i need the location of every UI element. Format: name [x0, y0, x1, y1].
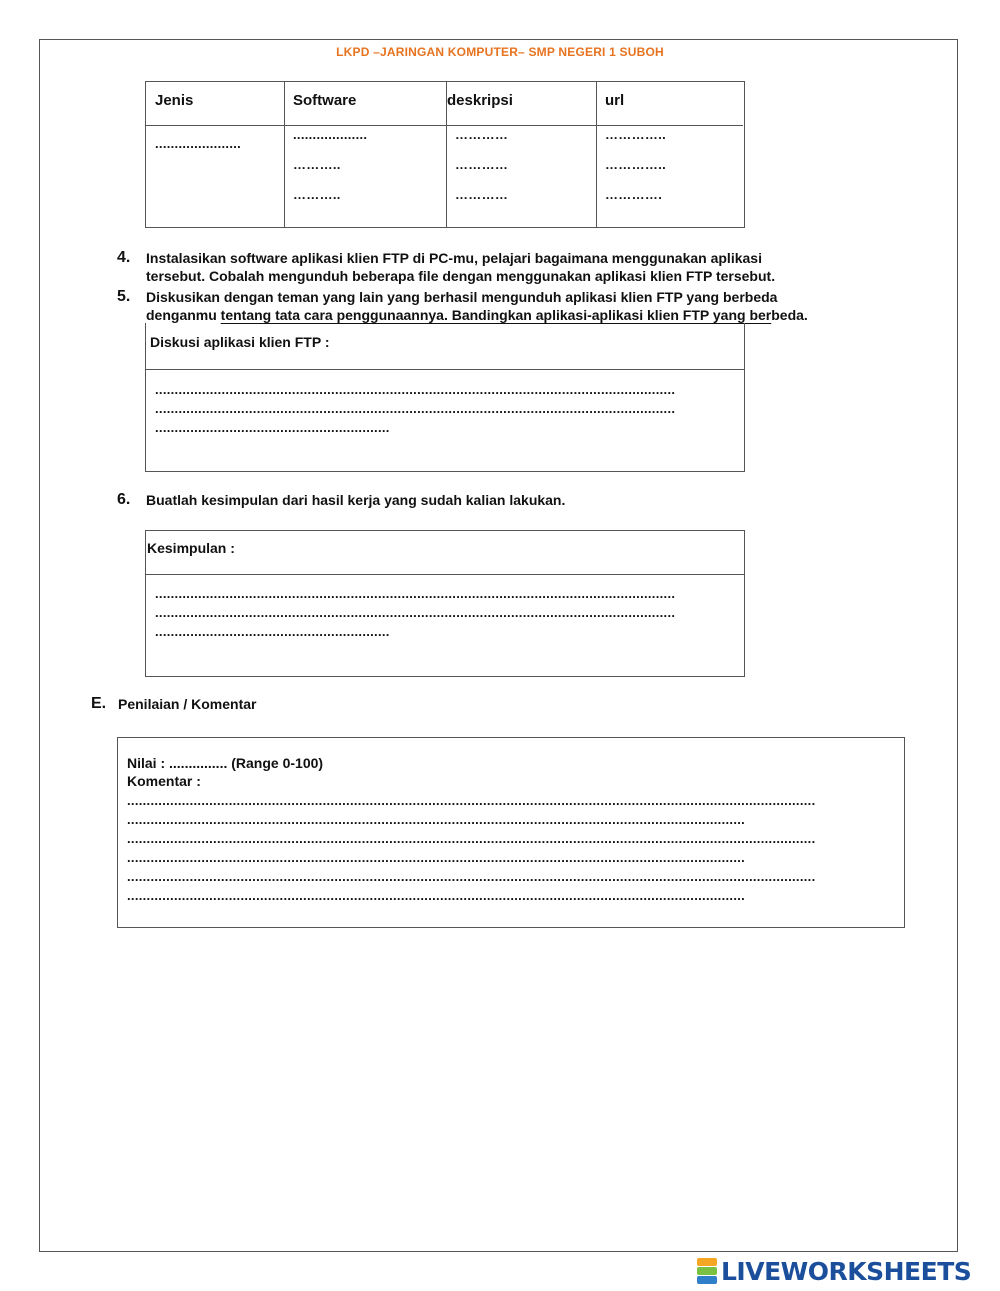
- table-cell-deskripsi[interactable]: …………: [455, 157, 509, 172]
- table-cell-software[interactable]: ...................: [293, 127, 368, 142]
- table-header-url: url: [605, 92, 625, 109]
- box-border: [145, 530, 745, 677]
- table-col-divider: [284, 81, 285, 228]
- section-title: Penilaian / Komentar: [118, 696, 257, 712]
- box-border-left: [145, 323, 146, 472]
- table-cell-software[interactable]: ………..: [293, 157, 341, 172]
- logo-block-v: [697, 1267, 717, 1275]
- table-header-software: Software: [293, 92, 357, 109]
- diskusi-label: Diskusi aplikasi klien FTP :: [150, 334, 330, 350]
- komentar-line[interactable]: ................................................................................................................................................................................: [127, 869, 816, 884]
- table-border: [145, 81, 745, 228]
- section-letter: E.: [91, 695, 107, 712]
- table-cell-deskripsi[interactable]: …………: [455, 187, 509, 202]
- item6-text: Buatlah kesimpulan dari hasil kerja yang sudah kalian lakukan.: [146, 492, 566, 508]
- table-cell-url[interactable]: …………..: [605, 157, 667, 172]
- item4-line2: tersebut. Cobalah mengunduh beberapa file dengan menggunakan aplikasi klien FTP tersebut.: [146, 268, 776, 284]
- kesimpulan-answer-line[interactable]: .....................................................................................................................................: [155, 605, 676, 620]
- diskusi-answer-line[interactable]: .....................................................................................................................................: [155, 401, 676, 416]
- table-header-deskripsi: deskripsi: [447, 92, 513, 109]
- liveworksheets-logo: [697, 1257, 971, 1285]
- item5-line2-tail: beda.: [771, 307, 808, 323]
- table-cell-deskripsi[interactable]: …………: [455, 127, 509, 142]
- nilai-field[interactable]: Nilai : ............... (Range 0-100): [127, 755, 324, 771]
- logo-mark-icon: [697, 1258, 717, 1284]
- table-cell-url[interactable]: ………….: [605, 187, 663, 202]
- item-number: 4.: [117, 249, 131, 266]
- item-number: 5.: [117, 288, 131, 305]
- box-border-bottom: [145, 471, 745, 472]
- diskusi-answer-line[interactable]: .....................................................................................................................................: [155, 382, 676, 397]
- logo-text: LIVEWORKSHEETS: [721, 1256, 972, 1286]
- kesimpulan-label: Kesimpulan :: [147, 540, 235, 556]
- item5-line2-plain: denganmu: [146, 307, 221, 323]
- komentar-line[interactable]: ..............................................................................................................................................................: [127, 812, 746, 827]
- komentar-line[interactable]: ................................................................................................................................................................................: [127, 793, 816, 808]
- table-cell-jenis[interactable]: ......................: [155, 136, 242, 151]
- logo-block-l: [697, 1258, 717, 1266]
- komentar-line[interactable]: ..............................................................................................................................................................: [127, 850, 746, 865]
- table-header-jenis: Jenis: [155, 92, 194, 109]
- table-header-divider: [145, 125, 743, 126]
- table-cell-software[interactable]: ………..: [293, 187, 341, 202]
- box-border-right: [744, 323, 745, 472]
- item5-line1: Diskusikan dengan teman yang lain yang berhasil mengunduh aplikasi klien FTP yang berbeda: [146, 289, 778, 305]
- item-number: 6.: [117, 491, 131, 508]
- diskusi-answer-line[interactable]: ............................................................: [155, 420, 390, 435]
- table-cell-url[interactable]: …………..: [605, 127, 667, 142]
- kesimpulan-answer-line[interactable]: .....................................................................................................................................: [155, 586, 676, 601]
- kesimpulan-answer-line[interactable]: ............................................................: [155, 624, 390, 639]
- table-col-divider: [596, 81, 597, 228]
- komentar-line[interactable]: ................................................................................................................................................................................: [127, 831, 816, 846]
- komentar-label: Komentar :: [127, 773, 201, 789]
- box-divider: [145, 369, 745, 370]
- item5-line2-underlined: tentang tata cara penggunaannya. Bandingkan aplikasi-aplikasi klien FTP yang ber: [220, 307, 772, 323]
- item4-line1: Instalasikan software aplikasi klien FTP di PC-mu, pelajari bagaimana menggunakan aplikasi: [146, 250, 762, 266]
- box-divider: [145, 574, 745, 575]
- item5-line2: [146, 306, 808, 325]
- logo-block-e: [697, 1276, 717, 1284]
- komentar-line[interactable]: ..............................................................................................................................................................: [127, 888, 746, 903]
- page-header-title: LKPD –JARINGAN KOMPUTER– SMP NEGERI 1 SUBOH: [336, 45, 664, 59]
